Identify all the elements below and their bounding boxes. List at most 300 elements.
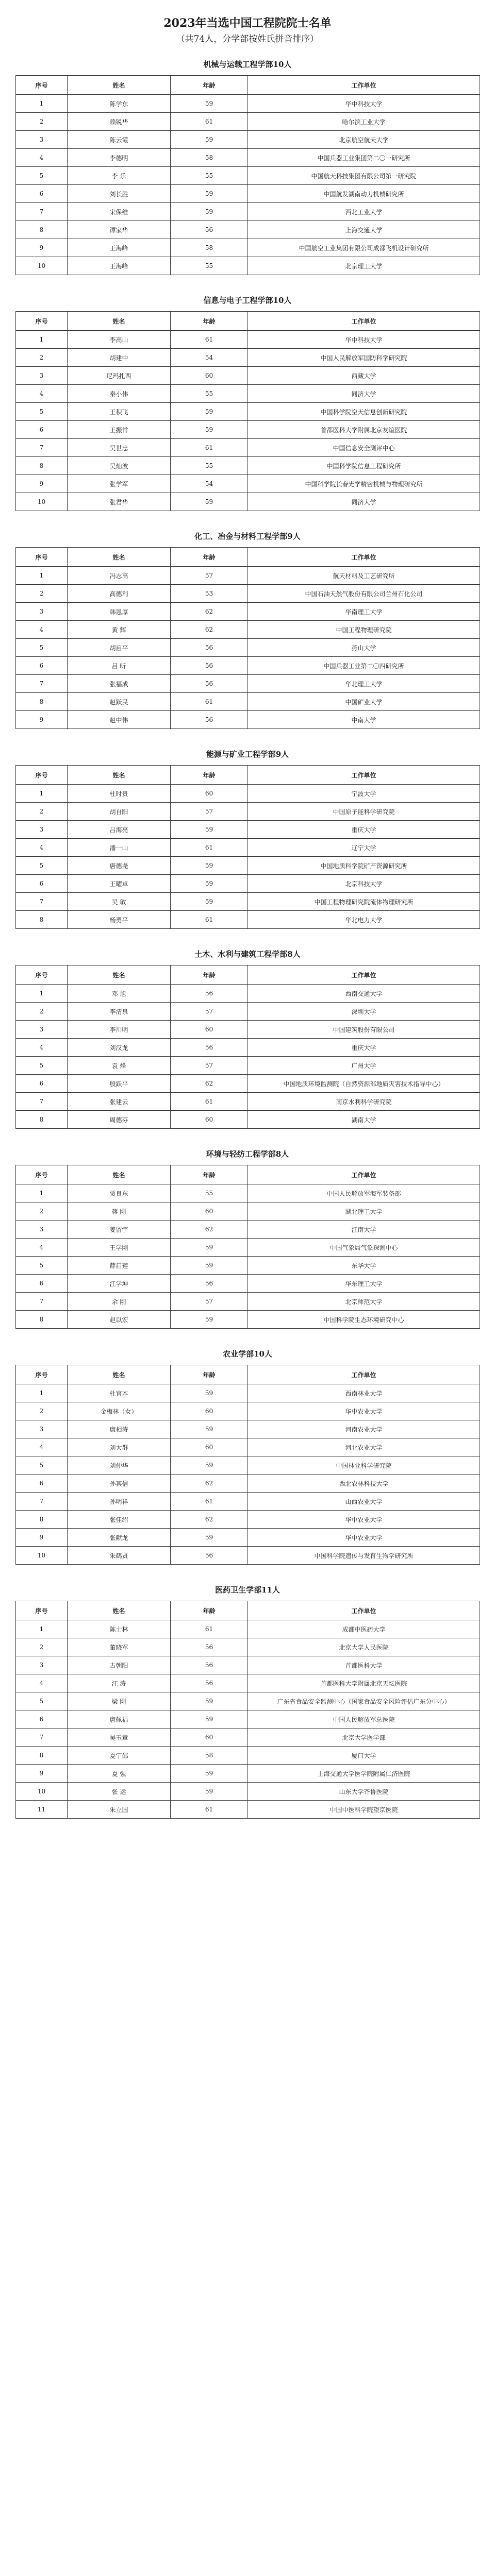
cell-index: 1 xyxy=(16,95,68,113)
cell-affiliation: 上海交通大学医学院附属仁济医院 xyxy=(248,1765,480,1783)
cell-index: 6 xyxy=(16,1475,68,1493)
cell-name: 王积飞 xyxy=(68,403,171,421)
cell-name: 刘汉龙 xyxy=(68,1039,171,1057)
cell-index: 9 xyxy=(16,1529,68,1547)
cell-name: 李川明 xyxy=(68,1021,171,1039)
cell-age: 59 xyxy=(171,1239,248,1257)
table-row xyxy=(16,1656,480,1674)
cell-name: 陈云霞 xyxy=(68,131,171,149)
cell-index: 5 xyxy=(16,1692,68,1710)
cell-affiliation: 江南大学 xyxy=(248,1221,480,1239)
cell-age: 61 xyxy=(171,1093,248,1111)
section-title: 土木、水利与建筑工程学部8人 xyxy=(194,950,301,959)
table-row xyxy=(16,331,480,349)
column-header: 姓名 xyxy=(68,1601,171,1620)
cell-index: 7 xyxy=(16,203,68,221)
table-row xyxy=(16,911,480,929)
cell-name: 刘大群 xyxy=(68,1438,171,1456)
cell-name: 朱鹤贤 xyxy=(68,1547,171,1565)
cell-age: 60 xyxy=(171,1202,248,1221)
cell-age: 59 xyxy=(171,1692,248,1710)
table-row xyxy=(16,857,480,875)
cell-age: 57 xyxy=(171,803,248,821)
table-row xyxy=(16,639,480,657)
cell-name: 贾良东 xyxy=(68,1184,171,1202)
cell-age: 56 xyxy=(171,985,248,1003)
column-header: 工作单位 xyxy=(248,1165,480,1184)
cell-affiliation: 华东理工大学 xyxy=(248,1275,480,1293)
table-row xyxy=(16,1239,480,1257)
table-row xyxy=(16,1493,480,1511)
table-row xyxy=(16,985,480,1003)
column-header: 工作单位 xyxy=(248,312,480,331)
cell-affiliation: 中国建筑股份有限公司 xyxy=(248,1021,480,1039)
cell-age: 61 xyxy=(171,439,248,457)
table-row xyxy=(16,1221,480,1239)
cell-index: 3 xyxy=(16,821,68,839)
table-row xyxy=(16,113,480,131)
cell-name: 袁 烽 xyxy=(68,1057,171,1075)
cell-age: 56 xyxy=(171,1039,248,1057)
table-row xyxy=(16,439,480,457)
cell-age: 61 xyxy=(171,911,248,929)
cell-name: 梁 刚 xyxy=(68,1692,171,1710)
cell-age: 54 xyxy=(171,475,248,493)
cell-affiliation: 华中农业大学 xyxy=(248,1511,480,1529)
cell-name: 吴世忠 xyxy=(68,439,171,457)
cell-index: 6 xyxy=(16,657,68,675)
cell-name: 王海峰 xyxy=(68,257,171,275)
cell-index: 7 xyxy=(16,1093,68,1111)
cell-affiliation: 中国工程物理研究院 xyxy=(248,621,480,639)
academician-table xyxy=(15,965,480,1129)
cell-index: 6 xyxy=(16,1710,68,1728)
cell-name: 姜留宇 xyxy=(68,1221,171,1239)
column-header: 序号 xyxy=(16,766,68,785)
cell-age: 57 xyxy=(171,1003,248,1021)
cell-age: 60 xyxy=(171,785,248,803)
cell-affiliation: 西藏大学 xyxy=(248,367,480,385)
cell-affiliation: 河北农业大学 xyxy=(248,1438,480,1456)
cell-name: 薛启莲 xyxy=(68,1257,171,1275)
column-header: 年龄 xyxy=(171,1365,248,1384)
cell-age: 61 xyxy=(171,1620,248,1638)
section-title: 机械与运载工程学部10人 xyxy=(203,60,292,69)
column-header: 工作单位 xyxy=(248,76,480,95)
cell-affiliation: 中国科学院信息工程研究所 xyxy=(248,457,480,475)
cell-age: 59 xyxy=(171,857,248,875)
cell-age: 59 xyxy=(171,1384,248,1402)
column-header: 年龄 xyxy=(171,312,248,331)
table-row xyxy=(16,1765,480,1783)
cell-index: 2 xyxy=(16,349,68,367)
cell-affiliation: 中国航发湖南动力机械研究所 xyxy=(248,185,480,203)
academician-table xyxy=(15,75,480,275)
cell-age: 56 xyxy=(171,657,248,675)
cell-age: 61 xyxy=(171,1493,248,1511)
academician-table xyxy=(15,1165,480,1329)
cell-name: 尼玛扎西 xyxy=(68,367,171,385)
table-row xyxy=(16,821,480,839)
cell-affiliation: 厦门大学 xyxy=(248,1747,480,1765)
cell-name: 殷跃平 xyxy=(68,1075,171,1093)
table-row xyxy=(16,1293,480,1311)
cell-affiliation: 宁波大学 xyxy=(248,785,480,803)
cell-index: 6 xyxy=(16,1275,68,1293)
column-header: 序号 xyxy=(16,1365,68,1384)
cell-affiliation: 中国石油天然气股份有限公司兰州石化公司 xyxy=(248,585,480,603)
cell-index: 1 xyxy=(16,785,68,803)
cell-name: 秦小伟 xyxy=(68,385,171,403)
division-section xyxy=(15,1348,480,1565)
column-header: 年龄 xyxy=(171,1601,248,1620)
cell-name: 董晓军 xyxy=(68,1638,171,1656)
cell-index: 8 xyxy=(16,457,68,475)
cell-affiliation: 华中农业大学 xyxy=(248,1402,480,1420)
column-header: 姓名 xyxy=(68,766,171,785)
cell-index: 3 xyxy=(16,367,68,385)
table-row xyxy=(16,1075,480,1093)
cell-affiliation: 中国原子能科学研究院 xyxy=(248,803,480,821)
cell-index: 2 xyxy=(16,1003,68,1021)
table-row xyxy=(16,675,480,693)
division-section xyxy=(15,1584,480,1819)
cell-name: 张献龙 xyxy=(68,1529,171,1547)
cell-index: 5 xyxy=(16,1057,68,1075)
cell-name: 赵以宏 xyxy=(68,1311,171,1329)
column-header: 序号 xyxy=(16,312,68,331)
table-row xyxy=(16,1402,480,1420)
cell-name: 黄 辉 xyxy=(68,621,171,639)
column-header: 姓名 xyxy=(68,965,171,985)
cell-affiliation: 中国林业科学研究院 xyxy=(248,1456,480,1475)
cell-index: 8 xyxy=(16,221,68,239)
cell-affiliation: 中国地质科学院矿产资源研究所 xyxy=(248,857,480,875)
cell-index: 9 xyxy=(16,1765,68,1783)
cell-index: 1 xyxy=(16,567,68,585)
cell-name: 韩恩厚 xyxy=(68,603,171,621)
table-row xyxy=(16,1710,480,1728)
column-header: 工作单位 xyxy=(248,1365,480,1384)
column-header: 序号 xyxy=(16,1601,68,1620)
table-row xyxy=(16,1547,480,1565)
cell-name: 张福成 xyxy=(68,675,171,693)
cell-index: 4 xyxy=(16,839,68,857)
section-title: 环境与轻纺工程学部8人 xyxy=(206,1149,289,1159)
table-row xyxy=(16,1438,480,1456)
cell-index: 8 xyxy=(16,1311,68,1329)
cell-index: 1 xyxy=(16,331,68,349)
cell-index: 1 xyxy=(16,1384,68,1402)
cell-age: 59 xyxy=(171,185,248,203)
cell-affiliation: 华北理工大学 xyxy=(248,675,480,693)
sections-container xyxy=(0,59,495,1819)
cell-age: 59 xyxy=(171,403,248,421)
cell-affiliation: 同济大学 xyxy=(248,493,480,511)
cell-age: 60 xyxy=(171,1111,248,1129)
table-row xyxy=(16,385,480,403)
table-row xyxy=(16,1311,480,1329)
column-header: 序号 xyxy=(16,548,68,567)
cell-affiliation: 首都医科大学附属北京友谊医院 xyxy=(248,421,480,439)
cell-index: 9 xyxy=(16,475,68,493)
table-row xyxy=(16,711,480,729)
column-header: 年龄 xyxy=(171,548,248,567)
cell-name: 张君华 xyxy=(68,493,171,511)
table-header-row xyxy=(16,1601,480,1620)
cell-name: 赵中伟 xyxy=(68,711,171,729)
cell-name: 蒋 刚 xyxy=(68,1202,171,1221)
academician-table xyxy=(15,765,480,929)
cell-name: 高德利 xyxy=(68,585,171,603)
table-row xyxy=(16,657,480,675)
cell-affiliation: 重庆大学 xyxy=(248,1039,480,1057)
cell-affiliation: 中国矿业大学 xyxy=(248,693,480,711)
table-row xyxy=(16,567,480,585)
cell-index: 1 xyxy=(16,1620,68,1638)
cell-index: 6 xyxy=(16,875,68,893)
cell-age: 55 xyxy=(171,257,248,275)
document-title: 2023年当选中国工程院院士名单 xyxy=(163,16,332,30)
cell-index: 4 xyxy=(16,621,68,639)
cell-index: 5 xyxy=(16,639,68,657)
cell-name: 王学刚 xyxy=(68,1239,171,1257)
section-title: 医药卫生学部11人 xyxy=(215,1585,280,1595)
table-row xyxy=(16,149,480,167)
cell-affiliation: 中国航天科技集团有限公司第一研究院 xyxy=(248,167,480,185)
table-row xyxy=(16,1021,480,1039)
column-header: 年龄 xyxy=(171,965,248,985)
table-row xyxy=(16,1747,480,1765)
division-section xyxy=(15,295,480,511)
table-row xyxy=(16,1420,480,1438)
cell-affiliation: 燕山大学 xyxy=(248,639,480,657)
division-section xyxy=(15,59,480,275)
cell-age: 53 xyxy=(171,585,248,603)
cell-index: 4 xyxy=(16,1039,68,1057)
cell-name: 王海峰 xyxy=(68,239,171,257)
cell-name: 张 运 xyxy=(68,1783,171,1801)
cell-index: 2 xyxy=(16,113,68,131)
cell-index: 6 xyxy=(16,185,68,203)
cell-index: 5 xyxy=(16,1257,68,1275)
cell-affiliation: 西北农林科技大学 xyxy=(248,1475,480,1493)
cell-name: 陈学东 xyxy=(68,95,171,113)
cell-affiliation: 中国兵器工业第二〇四研究所 xyxy=(248,657,480,675)
cell-affiliation: 深圳大学 xyxy=(248,1003,480,1021)
cell-name: 吴灿波 xyxy=(68,457,171,475)
cell-age: 59 xyxy=(171,421,248,439)
cell-affiliation: 中国工程物理研究院流体物理研究所 xyxy=(248,893,480,911)
table-row xyxy=(16,1257,480,1275)
cell-affiliation: 西南交通大学 xyxy=(248,985,480,1003)
cell-age: 58 xyxy=(171,149,248,167)
cell-name: 夏 强 xyxy=(68,1765,171,1783)
cell-age: 55 xyxy=(171,457,248,475)
cell-name: 张建云 xyxy=(68,1093,171,1111)
cell-index: 4 xyxy=(16,149,68,167)
cell-name: 潘一山 xyxy=(68,839,171,857)
table-row xyxy=(16,1111,480,1129)
table-row xyxy=(16,875,480,893)
table-header-row xyxy=(16,76,480,95)
cell-affiliation: 华北电力大学 xyxy=(248,911,480,929)
cell-affiliation: 华南理工大学 xyxy=(248,603,480,621)
cell-affiliation: 首都医科大学 xyxy=(248,1656,480,1674)
column-header: 工作单位 xyxy=(248,548,480,567)
cell-age: 58 xyxy=(171,1747,248,1765)
cell-affiliation: 北京理工大学 xyxy=(248,257,480,275)
cell-name: 刘长胜 xyxy=(68,185,171,203)
cell-age: 59 xyxy=(171,1311,248,1329)
cell-affiliation: 山东大学齐鲁医院 xyxy=(248,1783,480,1801)
table-row xyxy=(16,1801,480,1819)
cell-index: 4 xyxy=(16,1438,68,1456)
cell-affiliation: 中国地质环境监测院（自然资源部地质灾害技术指导中心） xyxy=(248,1075,480,1093)
cell-name: 吕 昕 xyxy=(68,657,171,675)
table-header-row xyxy=(16,312,480,331)
column-header: 序号 xyxy=(16,1165,68,1184)
cell-name: 余 刚 xyxy=(68,1293,171,1311)
cell-index: 4 xyxy=(16,1674,68,1692)
table-row xyxy=(16,693,480,711)
table-row xyxy=(16,367,480,385)
cell-age: 59 xyxy=(171,95,248,113)
cell-affiliation: 中国中医科学院望京医院 xyxy=(248,1801,480,1819)
cell-age: 59 xyxy=(171,1765,248,1783)
cell-age: 59 xyxy=(171,203,248,221)
academician-table xyxy=(15,311,480,511)
cell-name: 王振常 xyxy=(68,421,171,439)
cell-index: 11 xyxy=(16,1801,68,1819)
cell-name: 冯志高 xyxy=(68,567,171,585)
cell-name: 胡启平 xyxy=(68,639,171,657)
cell-age: 60 xyxy=(171,1438,248,1456)
cell-affiliation: 湖北理工大学 xyxy=(248,1202,480,1221)
cell-age: 55 xyxy=(171,1184,248,1202)
cell-age: 57 xyxy=(171,1057,248,1075)
table-row xyxy=(16,457,480,475)
table-row xyxy=(16,1475,480,1493)
column-header: 姓名 xyxy=(68,548,171,567)
academician-table xyxy=(15,547,480,729)
table-header-row xyxy=(16,1365,480,1384)
cell-age: 59 xyxy=(171,1420,248,1438)
table-row xyxy=(16,621,480,639)
cell-affiliation: 西南林业大学 xyxy=(248,1384,480,1402)
table-row xyxy=(16,95,480,113)
table-header-row xyxy=(16,1165,480,1184)
cell-name: 吕海亮 xyxy=(68,821,171,839)
column-header: 工作单位 xyxy=(248,766,480,785)
table-row xyxy=(16,1202,480,1221)
cell-index: 3 xyxy=(16,1021,68,1039)
cell-name: 赖锐华 xyxy=(68,113,171,131)
academician-table xyxy=(15,1601,480,1819)
cell-age: 57 xyxy=(171,1293,248,1311)
table-header-row xyxy=(16,548,480,567)
table-row xyxy=(16,1456,480,1475)
cell-affiliation: 北京大学人民医院 xyxy=(248,1638,480,1656)
column-header: 年龄 xyxy=(171,766,248,785)
cell-age: 59 xyxy=(171,821,248,839)
cell-age: 62 xyxy=(171,1475,248,1493)
table-row xyxy=(16,785,480,803)
cell-name: 杜时贵 xyxy=(68,785,171,803)
cell-name: 谭家华 xyxy=(68,221,171,239)
cell-index: 3 xyxy=(16,603,68,621)
cell-affiliation: 北京科技大学 xyxy=(248,875,480,893)
cell-name: 古朝阳 xyxy=(68,1656,171,1674)
cell-affiliation: 中国人民解放军总医院 xyxy=(248,1710,480,1728)
cell-name: 赵跃民 xyxy=(68,693,171,711)
cell-index: 7 xyxy=(16,1293,68,1311)
section-title: 信息与电子工程学部10人 xyxy=(203,296,292,305)
cell-affiliation: 中国航空工业集团有限公司成都飞机设计研究所 xyxy=(248,239,480,257)
cell-affiliation: 成都中医药大学 xyxy=(248,1620,480,1638)
table-row xyxy=(16,1529,480,1547)
cell-index: 3 xyxy=(16,1221,68,1239)
cell-name: 金梅林（女） xyxy=(68,1402,171,1420)
table-row xyxy=(16,1093,480,1111)
cell-name: 张学军 xyxy=(68,475,171,493)
table-row xyxy=(16,493,480,511)
cell-index: 8 xyxy=(16,1511,68,1529)
table-row xyxy=(16,1275,480,1293)
table-row xyxy=(16,1728,480,1747)
cell-age: 60 xyxy=(171,1402,248,1420)
table-row xyxy=(16,1620,480,1638)
cell-age: 56 xyxy=(171,1547,248,1565)
cell-index: 9 xyxy=(16,711,68,729)
cell-name: 邓 旭 xyxy=(68,985,171,1003)
document-subtitle: （共74人，分学部按姓氏拼音排序） xyxy=(176,34,319,44)
cell-age: 59 xyxy=(171,493,248,511)
cell-age: 59 xyxy=(171,875,248,893)
table-row xyxy=(16,257,480,275)
cell-index: 10 xyxy=(16,1783,68,1801)
cell-index: 5 xyxy=(16,403,68,421)
column-header: 年龄 xyxy=(171,1165,248,1184)
cell-name: 唐佩福 xyxy=(68,1710,171,1728)
table-header-row xyxy=(16,766,480,785)
cell-affiliation: 华中科技大学 xyxy=(248,331,480,349)
cell-name: 王曜卓 xyxy=(68,875,171,893)
cell-index: 1 xyxy=(16,985,68,1003)
cell-name: 杨勇平 xyxy=(68,911,171,929)
cell-index: 9 xyxy=(16,239,68,257)
table-row xyxy=(16,185,480,203)
cell-affiliation: 中国兵器工业集团第二〇一研究所 xyxy=(248,149,480,167)
section-title: 能源与矿业工程学部9人 xyxy=(206,750,289,759)
cell-index: 3 xyxy=(16,1656,68,1674)
cell-name: 李 乐 xyxy=(68,167,171,185)
cell-index: 2 xyxy=(16,1202,68,1221)
cell-affiliation: 广东省食品安全监测中心（国家食品安全风险评估广东分中心） xyxy=(248,1692,480,1710)
cell-index: 2 xyxy=(16,803,68,821)
cell-name: 宋保维 xyxy=(68,203,171,221)
table-row xyxy=(16,239,480,257)
cell-age: 61 xyxy=(171,1801,248,1819)
cell-index: 8 xyxy=(16,1747,68,1765)
table-row xyxy=(16,1674,480,1692)
cell-affiliation: 北京大学医学部 xyxy=(248,1728,480,1747)
cell-affiliation: 航天材料及工艺研究所 xyxy=(248,567,480,585)
table-row xyxy=(16,1057,480,1075)
cell-age: 61 xyxy=(171,331,248,349)
academician-table xyxy=(15,1365,480,1565)
cell-affiliation: 东华大学 xyxy=(248,1257,480,1275)
